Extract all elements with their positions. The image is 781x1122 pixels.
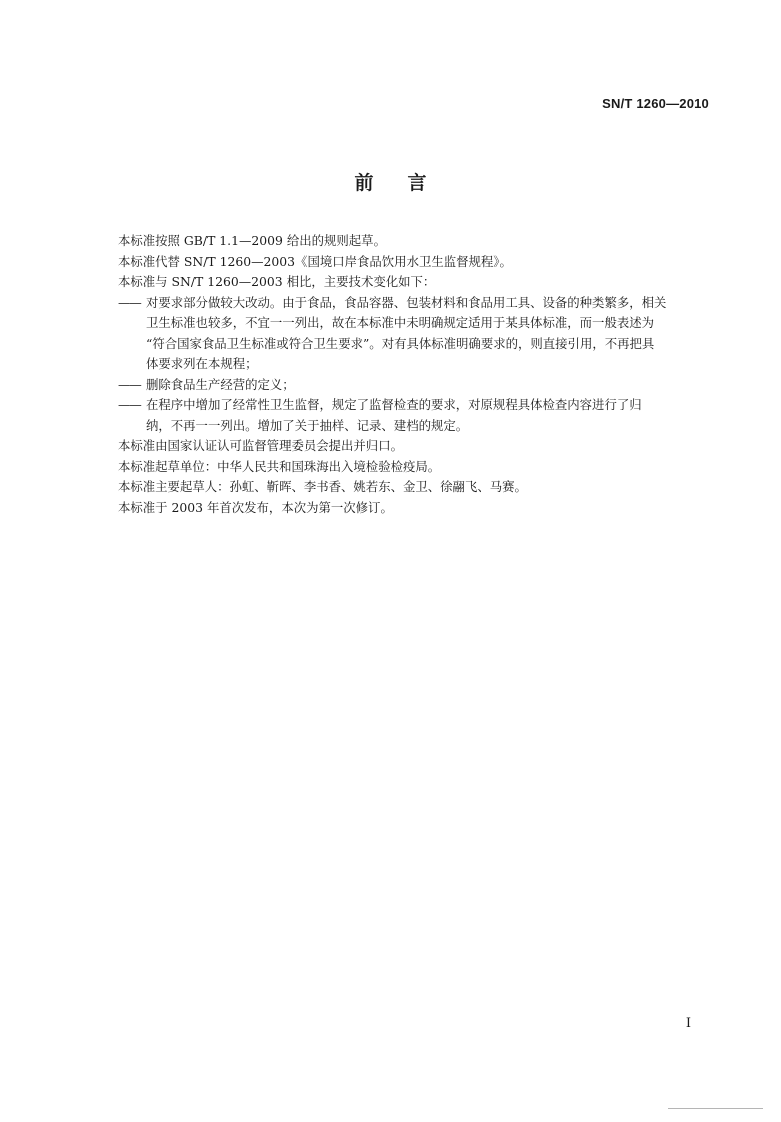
footer-rule: [668, 1108, 763, 1109]
change-item: [118, 375, 714, 396]
change-item: [118, 293, 714, 375]
change-line: 体要求列在本规程；: [146, 356, 258, 371]
page-title: 前言: [354, 172, 461, 194]
dash-marker: ——: [118, 294, 141, 310]
change-line: 对要求部分做较大改动。由于食品，食品容器、包装材料和食品用工具、设备的种类繁多，相关: [146, 294, 667, 310]
page-number: I: [685, 1016, 691, 1031]
change-line: 卫生标准也较多，不宜一一列出，故在本标准中未明确规定适用于某具体标准，而一般表述为: [146, 315, 655, 330]
change-line: 删除食品生产经营的定义；: [146, 376, 295, 392]
paragraph-drafting-unit: 本标准起草单位：中华人民共和国珠海出入境检验检疫局。: [118, 458, 441, 474]
dash-marker: ——: [118, 397, 141, 412]
dash-marker: ——: [118, 376, 141, 392]
paragraph-replaces: 本标准代替 SN/T 1260—2003《国境口岸食品饮用水卫生监督规程》。: [118, 253, 512, 269]
change-item: [118, 395, 714, 436]
foreword-body: [118, 231, 714, 518]
paragraph-revision-history: 本标准于 2003 年首次发布，本次为第一次修订。: [118, 499, 393, 515]
paragraph-drafting-rule: 本标准按照 GB/T 1.1—2009 给出的规则起草。: [118, 233, 386, 248]
change-line: “符合国家食品卫生标准或符合卫生要求”。对有具体标准明确要求的，则直接引用，不再把具: [146, 335, 655, 351]
document-code: SN/T 1260—2010: [602, 96, 709, 111]
paragraph-proposer: 本标准由国家认证认可监督管理委员会提出并归口。: [118, 438, 403, 453]
paragraph-drafters: 本标准主要起草人：孙虹、靳晖、李书香、姚若东、金卫、徐翮飞、马赛。: [118, 479, 527, 494]
change-line: 纳，不再一一列出。增加了关于抽样、记录、建档的规定。: [146, 417, 469, 433]
change-line: 在程序中增加了经常性卫生监督，规定了监督检查的要求，对原规程具体检查内容进行了归: [146, 397, 642, 412]
paragraph-changes-intro: 本标准与 SN/T 1260—2003 相比，主要技术变化如下：: [118, 274, 436, 289]
